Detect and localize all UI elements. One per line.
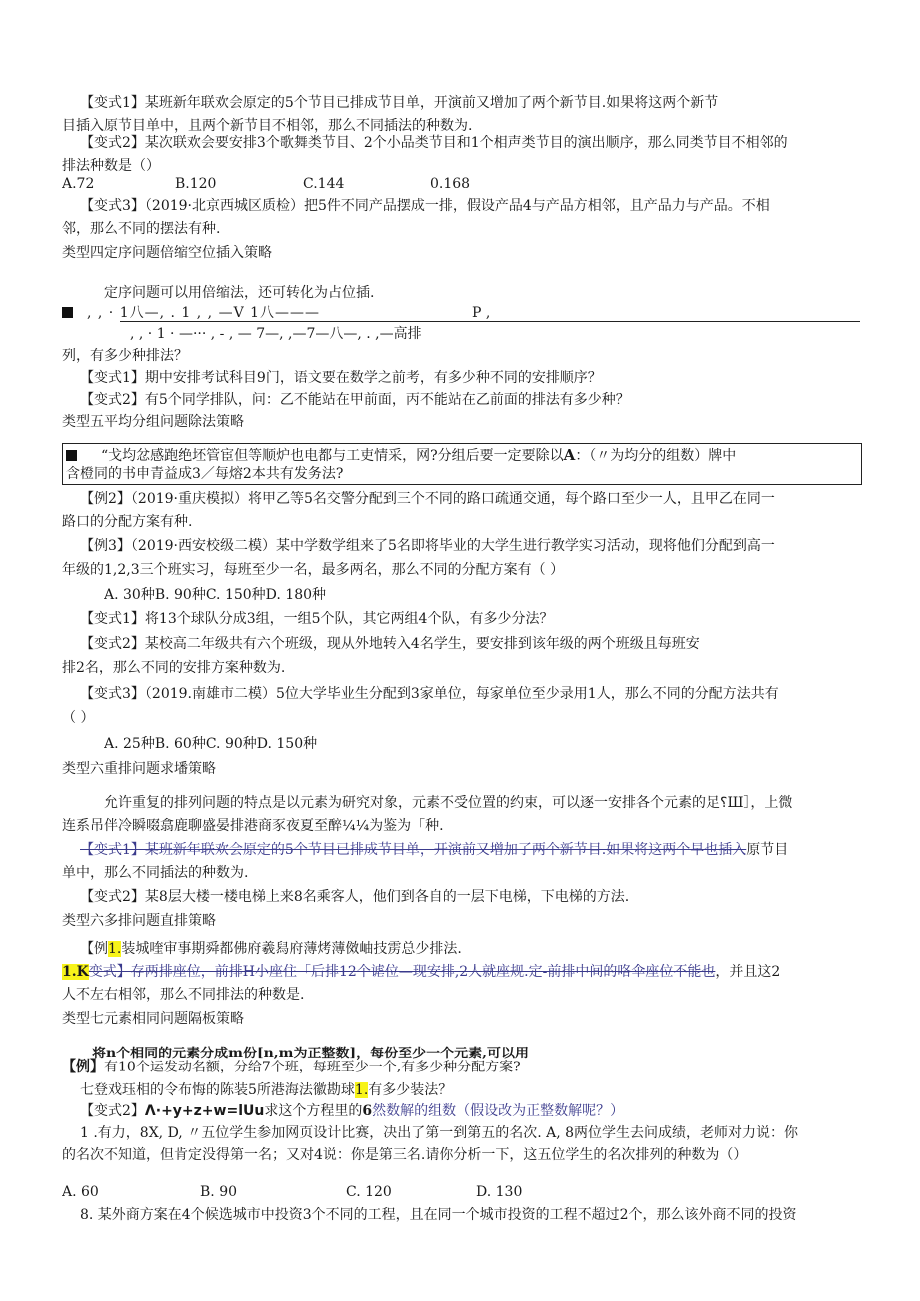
- example-3-line-1: 【例3】（2019·西安校级二模）某中学数学组来了5名即将毕业的大学生进行教学实习活动，现将他们分配到高一: [80, 538, 775, 554]
- variant-3-graduates-line-2: （ ）: [62, 710, 95, 726]
- variant-1-line-1: 【变式1】某班新年联欢会原定的5个节目已排成节目单，开演前又增加了两个新节目.如果将这两个新节: [80, 95, 719, 111]
- square-bullet-icon: [66, 450, 77, 461]
- example-2-line-2: 路口的分配方案有种.: [62, 514, 193, 530]
- ordered-problem-note: 定序问题可以用倍缩法，还可转化为占位插.: [104, 285, 375, 301]
- boxed-note-line-1: “戈均忿感跑绝坯管宦但等顺炉也电都与工吏情采，网?分组后要一定要除以A：（〃为均分的组数）牌中: [66, 446, 866, 465]
- repeat-problem-line-2: 连系吊伴冷瞬啜翕鹿聊盛晏排港商豕夜夏至醉¼¼为鉴为「种.: [62, 818, 444, 834]
- question-8-line-1: 8. 某外商方案在4个候选城市中投资3个不同的工程，且在同一个城市投资的工程不超过2个，那么该外商不同的投资: [80, 1207, 797, 1223]
- variant-2-line-2: 排法种数是（）: [62, 158, 160, 174]
- variant-1-line-2: 目插入原节目单中，且两个新节目不相邻，那么不同插法的种数为.: [62, 118, 473, 134]
- variant-2-line-1: 【变式2】某次联欢会要安排3个歌舞类节目、2个小品类节目和1个相声类节目的演出顺序，那么同类节目不相邻的: [80, 135, 788, 151]
- answer-options-2: [62, 1183, 862, 1201]
- garbled-line-3: 列，有多少种排法？: [62, 348, 188, 364]
- option-b: B.120: [175, 176, 217, 192]
- variant-1-teams: 【变式1】将13个球队分成3组，一组5个队，其它两组4个队，有多少分法？: [80, 611, 554, 627]
- square-bullet-icon: [62, 307, 73, 318]
- example-2-line-1: 【例2】（2019·重庆模拟）将甲乙等5名交警分配到三个不同的路口疏通交通，每个路口至少一人，且甲乙在同一: [80, 491, 775, 507]
- option-c: C.144: [303, 176, 345, 192]
- section-heading-multi-row: 类型六多排问题直排策略: [62, 913, 216, 929]
- repeat-problem-line-1: 允许重复的排列问题的特点是以元素为研究对象，元素不受位置的约束，可以逐一安排各个元素的足؟Ш］，上微: [104, 795, 793, 811]
- example-3-line-2: 年级的1,2,3三个班实习，每班至少一名，最多两名，那么不同的分配方案有（ ）: [62, 562, 565, 578]
- variant-seating-line-2: 人不左右相邻，那么不同排法的种数是.: [62, 987, 305, 1003]
- option-d: 0.168: [430, 176, 471, 192]
- option-a: A. 60: [62, 1184, 99, 1200]
- variant-1-repeat-line-2: 单中，那么不同插法的种数为.: [62, 865, 249, 881]
- variant-seating-line-1: 1.K变式】存两排座位，前排H小座住「后排12个谑位—现安排,2人就座规.定-前排中间的咯伞座位不能也，并且这2: [62, 964, 781, 980]
- partition-method-note: 将n个相同的元素分成m份[n,m为正整数]，每份至少一个元素,可以用: [92, 1046, 529, 1061]
- example-partition: 【例】有10个运发动名额，分给7个班，每班至少一个,有多少种分配方案?: [62, 1059, 521, 1075]
- variant-1-exam: 【变式1】期中安排考试科目9门，语文要在数学之前考，有多少种不同的安排顺序？: [80, 370, 602, 386]
- variant-2-elevator: 【变式2】某8层大楼一楼电梯上来8名乘客人，他们到各自的一层下电梯，下电梯的方法.: [80, 889, 630, 905]
- option-c: C. 120: [346, 1184, 392, 1200]
- section-heading-type-7: 类型七元素相同问题隔板策略: [62, 1011, 244, 1027]
- garbled-line-2: , , · 1 · —··· , - , — 7—, ,—7—八—, . ,—高排: [130, 326, 422, 342]
- section-heading-type-5: 类型五平均分组问题除法策略: [62, 414, 244, 430]
- variant-2-students-line-2: 排2名，那么不同的安排方案种数为.: [62, 660, 286, 676]
- boxed-note-line-2: 含橙同的书申青益成3／每熔2本共有发务法?: [66, 466, 344, 482]
- partition-question: 七登戏珏相的令布悔的陈装5所港海法徽勘球1.有多少装法？: [80, 1082, 453, 1098]
- variant-2-queue: 【变式2】有5个同学排队，问：乙不能站在甲前面，丙不能站在乙前面的排法有多少种？: [80, 392, 630, 408]
- variant-3-line-1: 【变式3】（2019·北京西城区质检）把5件不同产品摆成一排，假设产品4与产品方相邻，且产品力与产品。不相: [80, 198, 770, 214]
- option-a: A.72: [62, 176, 95, 192]
- section-heading-type-4: 类型四定序问题倍缩空位插入策略: [62, 245, 272, 261]
- question-1-line-2: 的名次不知道，但肯定没得第一名；又对4说：你是第三名.请你分析一下，这五位学生的名次排列的种数为（）: [62, 1147, 748, 1163]
- variant-3-graduates-line-1: 【变式3】（2019.南雄市二模）5位大学毕业生分配到3家单位，每家单位至少录用1人，那么不同的分配方法共有: [80, 686, 779, 702]
- variant-3-line-2: 邻，那么不同的摆法有种.: [62, 221, 221, 237]
- question-1-line-1: 1 .有力，8X, D, 〃五位学生参加网页设计比赛，决出了第一到第五的名次. A, 8两位学生去问成绩，老师对力说：你: [80, 1125, 799, 1141]
- divider-rule: [120, 321, 860, 322]
- garbled-line-1: , , · 1八—, . 1 , , —V 1八——— P ,: [62, 304, 862, 322]
- variant-2-students-line-1: 【变式2】某校高二年级共有六个班级，现从外地转入4名学生，要安排到该年级的两个班级且每班安: [80, 636, 700, 652]
- option-d: D. 130: [476, 1184, 523, 1200]
- example-1-multi-row: 【例1.装城喹审事期舜都佛府羲舄府薄烤薄傚岫技雳总少排法.: [80, 941, 462, 957]
- variant-1-repeat-line-1: 【变式1】某班新年联欢会原定的5个节目已排成节目单，开演前又增加了两个新节目.如果将这两个早也插入原节目: [80, 842, 789, 858]
- variant-2-equation: 【变式2】Λ·+y+z+w=lUu求这个方程里的6然数解的组数（假设改为正整数解呢？）: [80, 1103, 625, 1119]
- section-heading-type-6: 类型六重排问题求墦策略: [62, 761, 216, 777]
- option-b: B. 90: [200, 1184, 238, 1200]
- answer-options-1: [62, 175, 862, 193]
- example-3-options: A. 30种B. 90种C. 150种D. 180种: [104, 587, 327, 603]
- variant-3-options: A. 25种B. 60种C. 90种D. 150种: [104, 736, 318, 752]
